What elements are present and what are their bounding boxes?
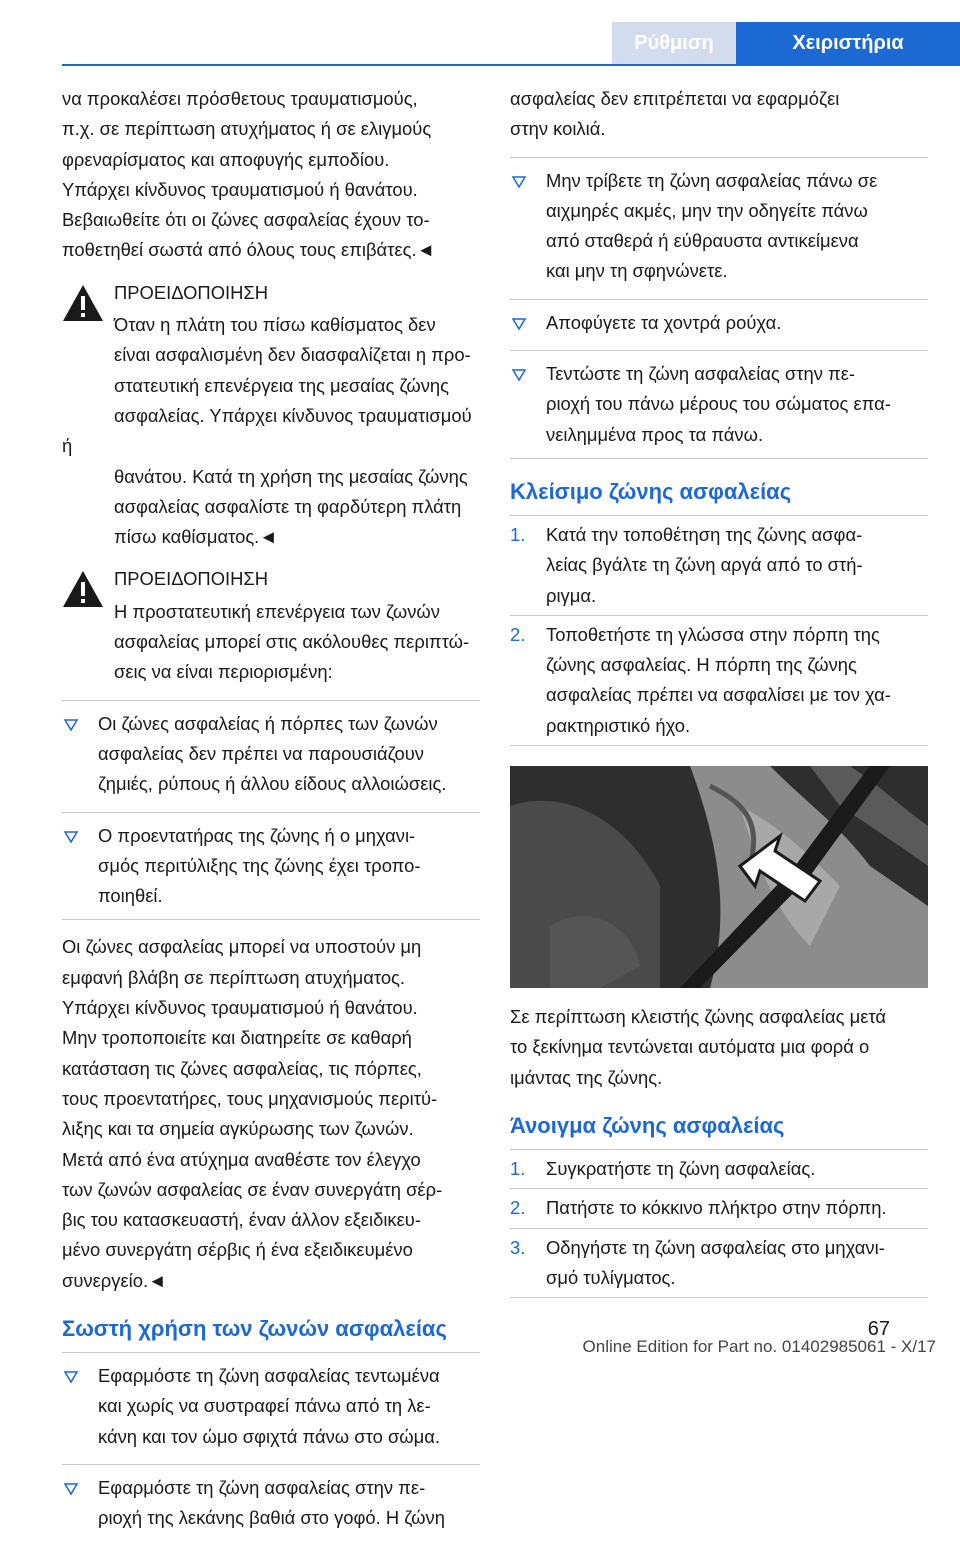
triangle-bullet-icon	[512, 176, 526, 188]
step-number: 2.	[510, 1197, 526, 1219]
triangle-bullet-icon	[512, 369, 526, 381]
step-item	[510, 1188, 928, 1227]
text-line: των ζωνών ασφαλείας σε έναν συνεργάτη σέρ-	[62, 1178, 443, 1200]
text-line: Μην τροποποιείτε και διατηρείτε σε καθαρή	[62, 1027, 412, 1049]
text-line: ζημιές, ρύπους ή άλλου είδους αλλοιώσεις.	[98, 773, 447, 795]
text-line: ριοχή της λεκάνης βαθιά στο γοφό. Η ζώνη	[98, 1507, 445, 1529]
warning-title: ΠΡΟΕΙΔΟΠΟΙΗΣΗ	[114, 568, 269, 590]
text-line: εμφανή βλάβη σε περίπτωση ατυχήματος.	[62, 966, 406, 988]
text-line: βις του κατασκευαστή, έναν άλλον εξειδικευ-	[62, 1209, 421, 1231]
text-line: ασφαλείας πρέπει να ασφαλίσει με τον χα-	[546, 684, 891, 706]
text-line: ριγμα.	[546, 584, 597, 606]
text-line: ασφαλείας δεν πρέπει να παρουσιάζουν	[98, 742, 424, 764]
text-line: Εφαρμόστε τη ζώνη ασφαλείας στην πε-	[98, 1476, 426, 1498]
bullet-item	[62, 1352, 480, 1452]
page-number: 67	[867, 1318, 890, 1340]
triangle-bullet-icon	[64, 719, 78, 731]
left-column	[62, 84, 480, 1545]
section-heading-fasten: Κλείσιμο ζώνης ασφαλείας	[510, 478, 792, 504]
text-line: κατάσταση τις ζώνες ασφαλείας, τις πόρπες,	[62, 1057, 422, 1079]
text-line: μένο συνεργάτη σέρβις ή ένα εξειδικευμένο	[62, 1239, 413, 1261]
text-line: ριοχή του πάνω μέρους του σώματος επα-	[546, 393, 891, 415]
text-line: σμός περιτύλιξης της ζώνης έχει τροπο-	[98, 854, 421, 876]
text-line: φρεναρίσματος και αποφυγής εμποδίου.	[62, 148, 390, 170]
text-line: σμό τυλίγματος.	[546, 1266, 676, 1288]
step-item	[510, 515, 928, 615]
text-line: λείας βγάλτε τη ζώνη αργά από το στή-	[546, 554, 863, 576]
text-line: νειλημμένα προς τα πάνω.	[546, 423, 764, 445]
text-line: πίσω καθίσματος.◄	[114, 526, 278, 548]
text-line: π.χ. σε περίπτωση ατυχήματος ή σε ελιγμούς	[62, 118, 432, 140]
text-line: Αποφύγετε τα χοντρά ρούχα.	[546, 311, 782, 333]
header-bar	[0, 0, 960, 64]
text-line: θανάτου. Κατά τη χρήση της μεσαίας ζώνης	[114, 465, 468, 487]
step-item	[510, 1149, 928, 1188]
text-line: συνεργείο.◄	[62, 1269, 167, 1291]
text-line: ασφαλείας δεν επιτρέπεται να εφαρμόζει	[510, 88, 840, 109]
tab-setup[interactable]: Ρύθμιση	[612, 22, 736, 64]
text-line: ποθετηθεί σωστά από όλους τους επιβάτες.◄	[62, 239, 435, 261]
text-line: Σε περίπτωση κλειστής ζώνης ασφαλείας μετά	[510, 1006, 887, 1028]
warning-block-1	[62, 278, 480, 553]
steps-unfasten	[510, 1149, 928, 1298]
text-line: ζώνης ασφαλείας. Η πόρπη της ζώνης	[546, 654, 857, 676]
bullet-list-2	[62, 1352, 480, 1533]
text-line: τους προεντατήρες, τους μηχανισμούς περιτύ-	[62, 1087, 438, 1109]
bullet-item	[510, 299, 928, 338]
text-line: και μην τη σφηνώνετε.	[546, 260, 728, 282]
text-line: Οδηγήστε τη ζώνη ασφαλείας στο μηχανι-	[546, 1236, 885, 1258]
header-divider	[62, 64, 960, 66]
text-line: ασφαλείας ασφαλίστε τη φαρδύτερη πλάτη	[114, 495, 462, 517]
bullet-item	[510, 350, 928, 459]
warning-triangle-icon	[62, 284, 104, 322]
triangle-bullet-icon	[64, 1371, 78, 1383]
text-line: ποιηθεί.	[98, 885, 163, 907]
text-line: το ξεκίνημα τεντώνεται αυτόματα μια φορά ο	[510, 1036, 870, 1058]
warning-text	[62, 597, 480, 688]
text-line: ιμάντας της ζώνης.	[510, 1066, 663, 1088]
edition-note: Online Edition for Part no. 01402985061 - X/17	[582, 1337, 936, 1356]
text-line: Ο προεντατήρας της ζώνης ή ο μηχανι-	[98, 824, 416, 846]
seatbelt-illustration	[510, 766, 928, 988]
text-line: κάνη και τον ώμο σφιχτά πάνω στο σώμα.	[98, 1425, 440, 1447]
text-line: Βεβαιωθείτε ότι οι ζώνες ασφαλείας έχουν το-	[62, 209, 430, 231]
text-line: στατευτική επενέργεια της μεσαίας ζώνης	[114, 374, 450, 396]
triangle-bullet-icon	[64, 831, 78, 843]
bullet-item	[62, 812, 480, 921]
caption-paragraph	[510, 1002, 928, 1093]
text-line: Υπάρχει κίνδυνος τραυματισμού ή θανάτου.	[62, 997, 418, 1019]
paragraph-2	[62, 932, 480, 1296]
bullet-list-1	[62, 700, 480, 921]
text-line: Υπάρχει κίνδυνος τραυματισμού ή θανάτου.	[62, 178, 418, 200]
text-line: ρακτηριστικό ήχο.	[546, 714, 691, 736]
text-line: Η προστατευτική επενέργεια των ζωνών	[114, 600, 440, 622]
continued-paragraph	[510, 84, 928, 145]
text-line: ασφαλείας. Υπάρχει κίνδυνος τραυματισμού ή	[62, 404, 472, 457]
text-line: σεις να είναι περιορισμένη:	[114, 661, 333, 683]
text-line: Εφαρμόστε τη ζώνη ασφαλείας τεντωμένα	[98, 1364, 440, 1386]
text-line: και χωρίς να συστραφεί πάνω από τη λε-	[98, 1395, 431, 1417]
text-line: είναι ασφαλισμένη δεν διασφαλίζεται η προ-	[114, 344, 471, 366]
step-number: 3.	[510, 1236, 526, 1258]
bullet-item	[510, 157, 928, 287]
steps-fasten	[510, 515, 928, 746]
text-line: Κατά την τοποθέτηση της ζώνης ασφα-	[546, 523, 863, 545]
seatbelt-photo-graphic	[510, 766, 928, 988]
text-line: στην κοιλιά.	[510, 118, 606, 140]
triangle-bullet-icon	[512, 318, 526, 330]
bullet-item	[62, 700, 480, 800]
step-number: 1.	[510, 1157, 526, 1179]
text-line: Μετά από ένα ατύχημα αναθέστε τον έλεγχο	[62, 1148, 421, 1170]
text-line: από σταθερά ή εύθραυστα αντικείμενα	[546, 230, 859, 252]
text-line: ασφαλείας μπορεί στις ακόλουθες περιπτώ-	[114, 631, 470, 653]
text-line: να προκαλέσει πρόσθετους τραυματισμούς,	[62, 88, 418, 109]
text-line: Πατήστε το κόκκινο πλήκτρο στην πόρπη.	[546, 1197, 887, 1219]
text-line: Τεντώστε τη ζώνη ασφαλείας στην πε-	[546, 363, 856, 385]
section-heading-correct-use: Σωστή χρήση των ζωνών ασφαλείας	[62, 1315, 447, 1341]
step-item	[510, 615, 928, 746]
warning-triangle-icon	[62, 570, 104, 608]
step-number: 2.	[510, 623, 526, 645]
step-number: 1.	[510, 523, 526, 545]
text-line: Τοποθετήστε τη γλώσσα στην πόρπη της	[546, 623, 880, 645]
intro-paragraph	[62, 84, 480, 266]
section-heading-unfasten: Άνοιγμα ζώνης ασφαλείας	[510, 1112, 785, 1138]
bullet-item	[62, 1464, 480, 1534]
text-line: λιξης και τα σημεία αγκύρωσης των ζωνών.	[62, 1118, 414, 1140]
warning-block-2	[62, 564, 480, 687]
text-line: αιχμηρές ακμές, μην την οδηγείτε πάνω	[546, 199, 868, 221]
step-item	[510, 1228, 928, 1299]
warning-title: ΠΡΟΕΙΔΟΠΟΙΗΣΗ	[114, 281, 269, 303]
right-column	[510, 84, 928, 1298]
bullet-list-3	[510, 157, 928, 459]
triangle-bullet-icon	[64, 1483, 78, 1495]
text-line: Οι ζώνες ασφαλείας μπορεί να υποστούν μη	[62, 936, 422, 958]
text-line: Συγκρατήστε τη ζώνη ασφαλείας.	[546, 1157, 816, 1179]
tab-controls[interactable]: Χειριστήρια	[736, 22, 960, 64]
text-line: Οι ζώνες ασφαλείας ή πόρπες των ζωνών	[98, 712, 438, 734]
text-line: Όταν η πλάτη του πίσω καθίσματος δεν	[114, 314, 436, 336]
warning-text	[62, 310, 480, 552]
text-line: Μην τρίβετε τη ζώνη ασφαλείας πάνω σε	[546, 169, 878, 191]
